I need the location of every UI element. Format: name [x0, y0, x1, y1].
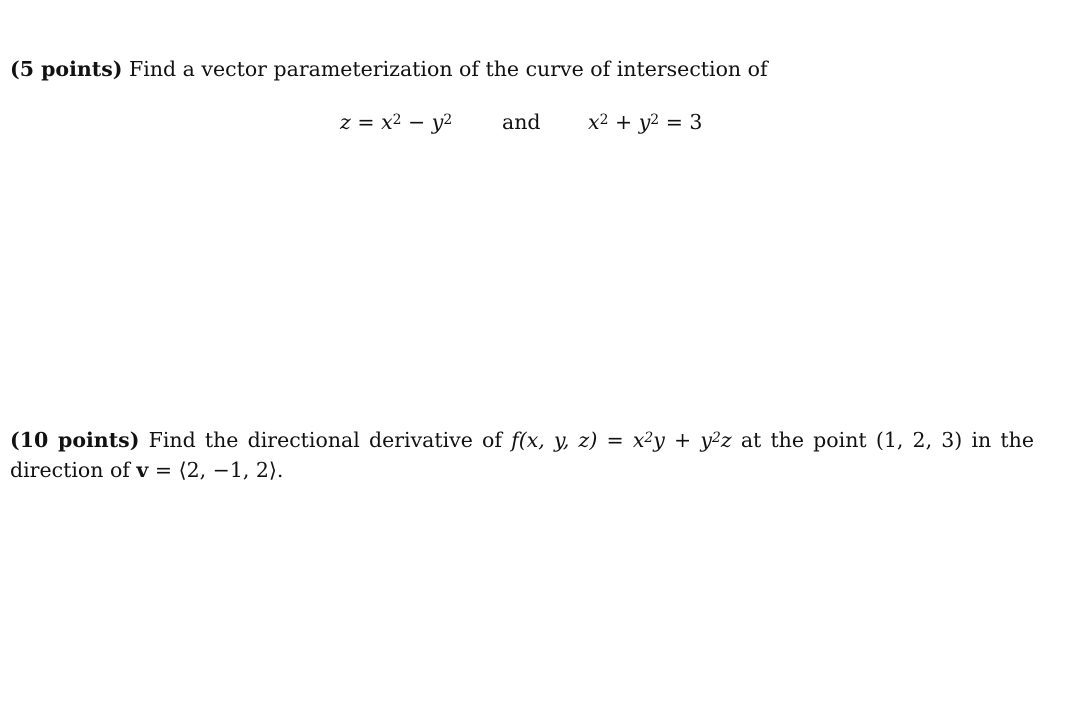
surface-equation: $z = x^2 - y^2$ [340, 110, 453, 134]
conjunction-and: and [502, 110, 541, 134]
vector-value: = ⟨2, −1, 2⟩. [154, 458, 284, 482]
problem-1-points: (5 points) [10, 57, 123, 81]
problem-2-line-1: (10 points) Find the directional derivative of f(x, y, $z) = x^2y + y^2z$ at the point (1, 2, 3) in the [10, 428, 1034, 452]
evaluation-point: (1, 2, 3) [875, 428, 963, 452]
vector-symbol: v [136, 458, 149, 482]
cylinder-equation: $x^2 + y^2 = 3$ [588, 110, 703, 134]
function-expression: $x^2y + y^2z$ [632, 428, 732, 452]
problem-1-prompt: Find a vector parameterization of the curve of intersection of [129, 57, 768, 81]
problem-1-statement [10, 57, 768, 81]
problem-2-line-2: direction of v = ⟨2, −1, 2⟩. [10, 458, 284, 482]
problem-2-statement [10, 425, 1034, 485]
problem-2-points: (10 points) [10, 428, 140, 452]
function-signature: f(x, y, z) [511, 428, 598, 452]
